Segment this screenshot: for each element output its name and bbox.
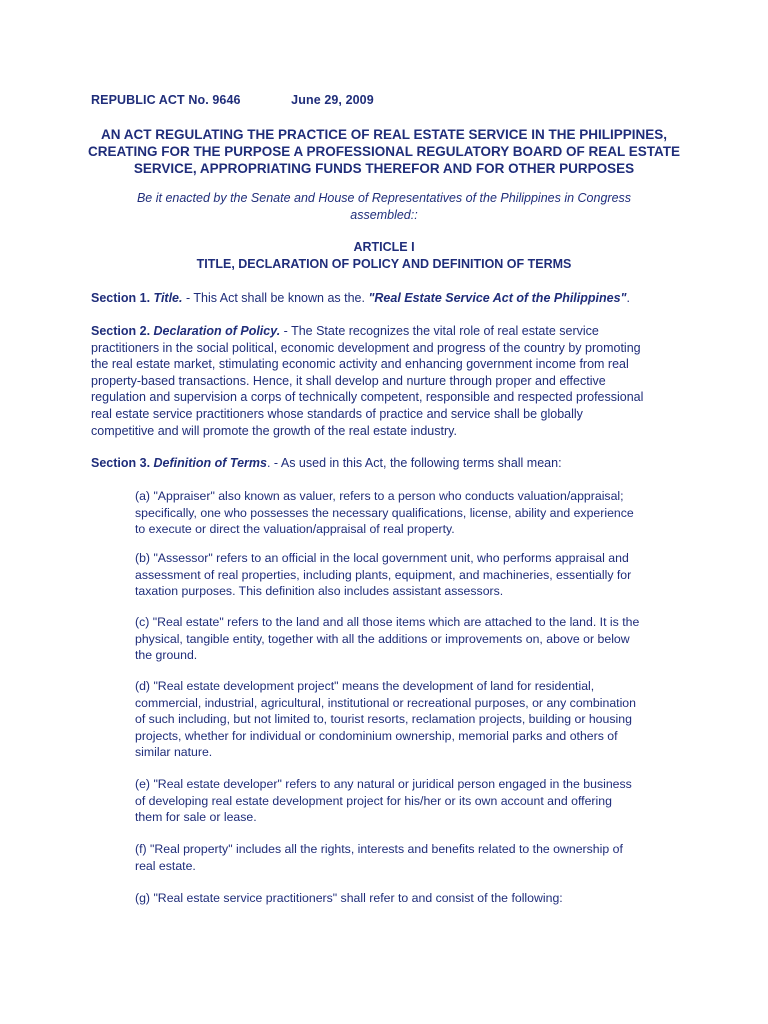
section-1-text: - This Act shall be known as the.: [182, 291, 369, 305]
section-1-heading: Title.: [153, 291, 183, 305]
section-2-line: real estate service practitioners whose standards of practice and service shall be globally: [91, 406, 583, 421]
section-3-text: . - As used in this Act, the following terms shall mean:: [266, 456, 562, 470]
definition-f: [135, 841, 675, 874]
article-heading: ARTICLE I: [353, 240, 415, 254]
definition-line: similar nature.: [135, 745, 213, 760]
definition-line: (a) "Appraiser" also known as valuer, refers to a person who conducts valuation/appraisal;: [135, 489, 624, 503]
section-2-label: Section 2.: [91, 324, 151, 338]
section-2-line: competitive and will promote the growth of the real estate industry.: [91, 423, 457, 438]
section-1-end: .: [626, 291, 630, 305]
act-title-line: CREATING FOR THE PURPOSE A PROFESSIONAL REGULATORY BOARD OF REAL ESTATE: [87, 144, 681, 159]
section-2: [91, 323, 686, 439]
definition-line: the ground.: [135, 648, 198, 663]
act-title: [80, 126, 688, 177]
section-2-heading: Declaration of Policy.: [153, 324, 281, 338]
enacting-clause-line: Be it enacted by the Senate and House of Representatives of the Philippines in Congress: [136, 191, 632, 205]
definition-line: real estate.: [135, 858, 196, 873]
definition-g: [135, 890, 675, 907]
definition-c: [135, 614, 675, 664]
definition-line: (e) "Real estate developer" refers to any natural or juridical person engaged in the business: [135, 777, 632, 791]
definition-b: [135, 550, 675, 600]
definition-line: to execute or direct the valuation/appraisal of real property.: [135, 522, 455, 537]
section-2-line: practitioners in the social political, economic development and progress of the country by promoting: [91, 340, 641, 355]
enacting-clause: [100, 190, 668, 224]
act-title-line: AN ACT REGULATING THE PRACTICE OF REAL ESTATE SERVICE IN THE PHILIPPINES,: [100, 127, 668, 142]
act-short-title: "Real Estate Service Act of the Philippines": [368, 291, 627, 305]
enacting-clause-line: assembled::: [350, 208, 418, 222]
definition-line: (g) "Real estate service practitioners" shall refer to and consist of the following:: [135, 891, 563, 905]
section-2-line: regulation and supervision a corps of technically competent, responsible and respected professional: [91, 390, 644, 405]
definition-line: (c) "Real estate" refers to the land and all those items which are attached to the land. It is the: [135, 615, 640, 629]
section-2-line: - The State recognizes the vital role of real estate service: [280, 324, 599, 338]
definition-line: physical, tangible entity, together with all the additions or improvements on, above or below: [135, 631, 630, 646]
article-heading-block: [80, 239, 688, 273]
definition-e: [135, 776, 675, 826]
section-2-line: the real estate market, stimulating economic activity and enhancing government income from real: [91, 357, 629, 372]
section-2-line: property-based transactions. Hence, it shall develop and nurture through proper and effective: [91, 373, 606, 388]
section-1: [91, 290, 686, 307]
act-title-line: SERVICE, APPROPRIATING FUNDS THEREFOR AND FOR OTHER PURPOSES: [133, 161, 635, 176]
definition-line: specifically, one who possesses the necessary qualifications, license, ability and experience: [135, 505, 634, 520]
definition-line: assessment of real properties, including plants, equipment, and machineries, essentially for: [135, 567, 632, 582]
act-number: REPUBLIC ACT No. 9646: [91, 93, 241, 107]
section-3: [91, 455, 686, 472]
act-date: June 29, 2009: [291, 93, 374, 107]
definition-line: projects, whether for individual or condominium ownership, memorial parks and others of: [135, 728, 618, 743]
section-3-label: Section 3.: [91, 456, 151, 470]
definition-line: them for sale or lease.: [135, 810, 257, 825]
definition-line: (b) "Assessor" refers to an official in the local government unit, who performs appraisal and: [135, 551, 629, 565]
definition-line: commercial, industrial, agricultural, institutional or recreational purposes, or any combination: [135, 695, 636, 710]
article-title: TITLE, DECLARATION OF POLICY AND DEFINITION OF TERMS: [196, 257, 572, 271]
definition-line: taxation purposes. This definition also includes assistant assessors.: [135, 584, 504, 599]
definition-line: of developing real estate development project for his/her or its own account and offering: [135, 793, 612, 808]
definition-line: of such including, but not limited to, tourist resorts, reclamation projects, building or housing: [135, 712, 632, 727]
section-3-heading: Definition of Terms: [153, 456, 267, 470]
definition-d: [135, 678, 675, 761]
definition-line: (f) "Real property" includes all the rights, interests and benefits related to the ownership of: [135, 842, 623, 856]
act-header: [91, 93, 374, 107]
definition-a: [135, 488, 675, 538]
definition-line: (d) "Real estate development project" means the development of land for residential,: [135, 679, 595, 693]
section-1-label: Section 1.: [91, 291, 151, 305]
